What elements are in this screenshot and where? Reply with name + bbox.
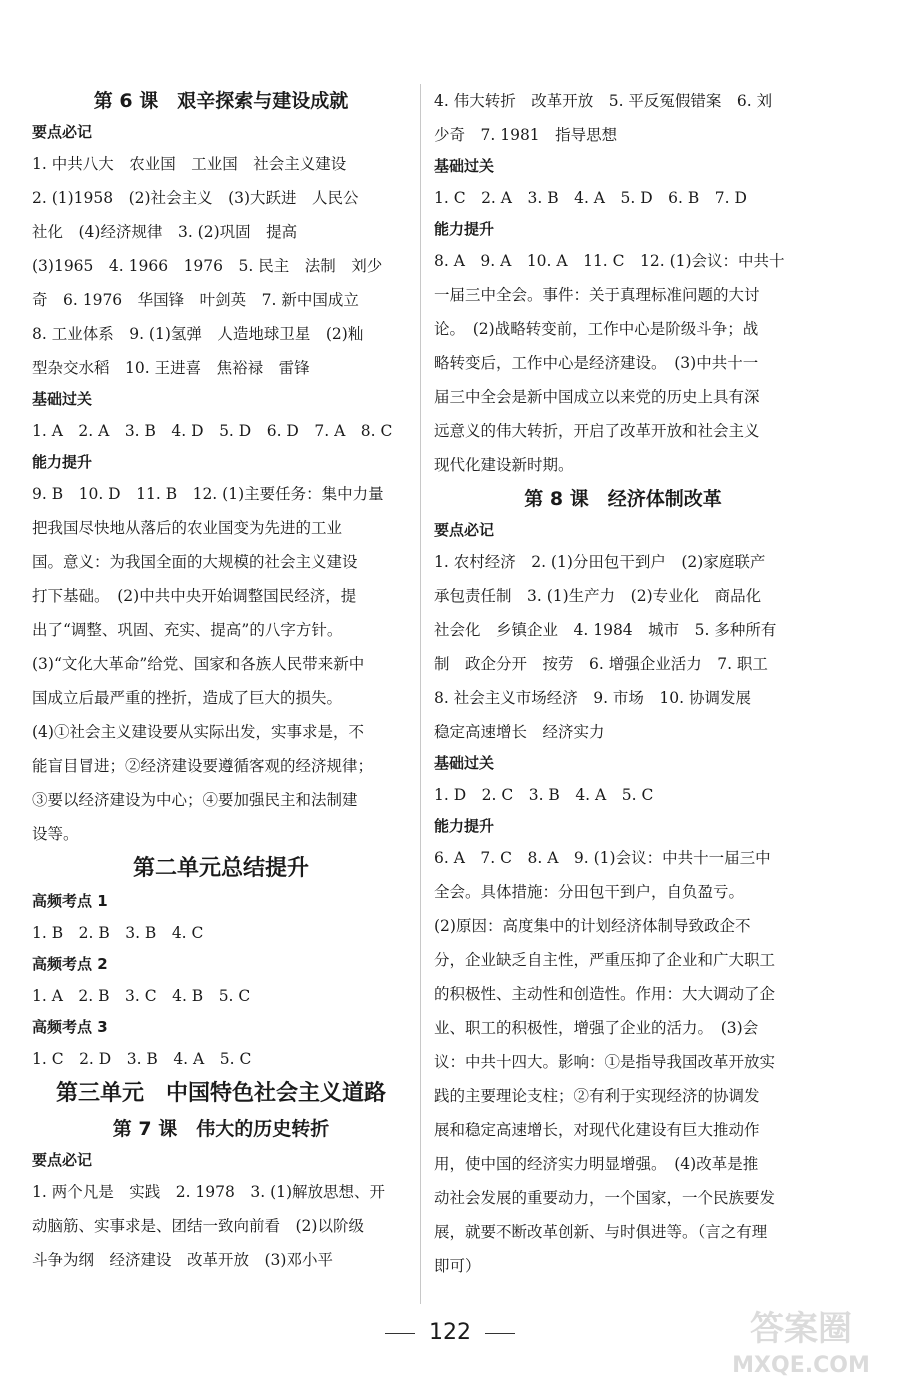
text-line: 略转变后，工作中心是经济建设。 (3)中共十一 (434, 354, 759, 372)
watermark-url: MXQE.COM (732, 1353, 870, 1378)
text-line: ③要以经济建设为中心；④要加强民主和法制建 (32, 791, 358, 809)
section-heading: 基础过关 (434, 754, 495, 772)
text-line: 9. B 10. D 11. B 12. (1)主要任务：集中力量 (32, 485, 384, 503)
lesson-title: 第 8 课 经济体制改革 (524, 488, 722, 510)
text-line: 8. A 9. A 10. A 11. C 12. (1)会议：中共十 (434, 252, 785, 270)
text-line: (3)“文化大革命”给党、国家和各族人民带来新中 (32, 655, 365, 673)
page-number: 122 (429, 1320, 471, 1345)
text-line: 分，企业缺乏自主性，严重压抑了企业和广大职工 (434, 951, 776, 969)
text-line: 能盲目冒进；②经济建设要遵循客观的经济规律； (32, 757, 374, 775)
text-line: 1. 农村经济 2. (1)分田包干到户 (2)家庭联产 (434, 553, 766, 571)
section-heading: 能力提升 (434, 220, 495, 238)
text-line: 国。意义：为我国全面的大规模的社会主义建设 (32, 553, 358, 571)
text-line: 用，使中国的经济实力明显增强。 (4)改革是推 (434, 1155, 759, 1173)
text-line: (3)1965 4. 1966 1976 5. 民主 法制 刘少 (32, 257, 383, 275)
watermark-text: 答案圈 (750, 1309, 852, 1349)
text-line: 社化 (4)经济规律 3. (2)巩固 提高 (32, 223, 298, 241)
text-line: 少奇 7. 1981 指导思想 (434, 126, 618, 144)
section-heading: 高频考点 1 (32, 892, 108, 910)
text-line: 届三中全会是新中国成立以来党的历史上具有深 (434, 388, 760, 406)
lesson-title: 第 7 课 伟大的历史转折 (112, 1118, 330, 1140)
section-heading: 基础过关 (434, 157, 495, 175)
text-line: 议：中共十四大。影响：①是指导我国改革开放实 (434, 1053, 776, 1071)
section-heading: 基础过关 (32, 390, 93, 408)
left-column (32, 84, 410, 1277)
text-line: 出了“调整、巩固、充实、提高”的八字方针。 (32, 621, 343, 639)
text-line: 一届三中全会。事件：关于真理标准问题的大讨 (434, 286, 760, 304)
section-heading: 能力提升 (434, 817, 495, 835)
text-line: 型杂交水稻 10. 王进喜 焦裕禄 雷锋 (32, 359, 310, 377)
text-line: 打下基础。 (2)中共中央开始调整国民经济，提 (32, 587, 357, 605)
section-heading: 要点必记 (32, 1151, 93, 1169)
text-line: 稳定高速增长 经济实力 (434, 723, 605, 741)
text-line: 业、职工的积极性，增强了企业的活力。 (3)会 (434, 1019, 759, 1037)
text-line: 展和稳定高速增长，对现代化建设有巨大推动作 (434, 1121, 760, 1139)
text-line: 1. A 2. A 3. B 4. D 5. D 6. D 7. A 8. C (32, 422, 393, 440)
text-line: 制 政企分开 按劳 6. 增强企业活力 7. 职工 (434, 655, 768, 673)
page-dash-left (385, 1333, 415, 1334)
text-line: 8. 工业体系 9. (1)氢弹 人造地球卫星 (2)籼 (32, 325, 364, 343)
right-column (434, 84, 812, 1283)
text-line: 社会化 乡镇企业 4. 1984 城市 5. 多种所有 (434, 621, 777, 639)
text-line: 奇 6. 1976 华国锋 叶剑英 7. 新中国成立 (32, 291, 359, 309)
text-line: 6. A 7. C 8. A 9. (1)会议：中共十一届三中 (434, 849, 771, 867)
column-divider (420, 84, 421, 1304)
text-line: 把我国尽快地从落后的农业国变为先进的工业 (32, 519, 343, 537)
lesson-title: 第 6 课 艰辛探索与建设成就 (93, 90, 349, 112)
text-line: 设等。 (32, 825, 79, 843)
text-line: 1. 中共八大 农业国 工业国 社会主义建设 (32, 155, 347, 173)
text-line: 现代化建设新时期。 (434, 456, 574, 474)
text-line: 论。 (2)战略转变前，工作中心是阶级斗争；战 (434, 320, 759, 338)
text-line: 1. A 2. B 3. C 4. B 5. C (32, 987, 251, 1005)
section-heading: 能力提升 (32, 453, 93, 471)
text-line: 全会。具体措施：分田包干到户，自负盈亏。 (434, 883, 745, 901)
text-line: 1. C 2. D 3. B 4. A 5. C (32, 1050, 252, 1068)
text-line: 国成立后最严重的挫折，造成了巨大的损失。 (32, 689, 343, 707)
text-line: 动脑筋、实事求是、团结一致向前看 (2)以阶级 (32, 1217, 364, 1235)
text-line: 1. B 2. B 3. B 4. C (32, 924, 204, 942)
text-line: 即可） (434, 1257, 481, 1275)
section-heading: 要点必记 (32, 123, 93, 141)
text-line: 1. C 2. A 3. B 4. A 5. D 6. B 7. D (434, 189, 747, 207)
text-line: (4)①社会主义建设要从实际出发，实事求是，不 (32, 723, 364, 741)
text-line: 2. (1)1958 (2)社会主义 (3)大跃进 人民公 (32, 189, 359, 207)
text-line: 4. 伟大转折 改革开放 5. 平反冤假错案 6. 刘 (434, 92, 773, 110)
text-line: 远意义的伟大转折，开启了改革开放和社会主义 (434, 422, 760, 440)
text-line: 践的主要理论支柱；②有利于实现经济的协调发 (434, 1087, 760, 1105)
text-line: 斗争为纲 经济建设 改革开放 (3)邓小平 (32, 1251, 333, 1269)
text-line: 的积极性、主动性和创造性。作用：大大调动了企 (434, 985, 776, 1003)
unit-title: 第三单元 中国特色社会主义道路 (55, 1081, 386, 1106)
text-line: 承包责任制 3. (1)生产力 (2)专业化 商品化 (434, 587, 762, 605)
unit-title: 第二单元总结提升 (132, 856, 309, 881)
text-line: 1. D 2. C 3. B 4. A 5. C (434, 786, 654, 804)
text-line: 动社会发展的重要动力，一个国家，一个民族要发 (434, 1189, 776, 1207)
section-heading: 要点必记 (434, 521, 495, 539)
section-heading: 高频考点 3 (32, 1018, 108, 1036)
text-line: 8. 社会主义市场经济 9. 市场 10. 协调发展 (434, 689, 752, 707)
text-line: (2)原因：高度集中的计划经济体制导致政企不 (434, 917, 751, 935)
section-heading: 高频考点 2 (32, 955, 108, 973)
watermark-logo (716, 1302, 886, 1382)
text-line: 1. 两个凡是 实践 2. 1978 3. (1)解放思想、开 (32, 1183, 386, 1201)
page-dash-right (485, 1333, 515, 1334)
text-line: 展，就要不断改革创新、与时俱进等。（言之有理 (434, 1223, 768, 1241)
